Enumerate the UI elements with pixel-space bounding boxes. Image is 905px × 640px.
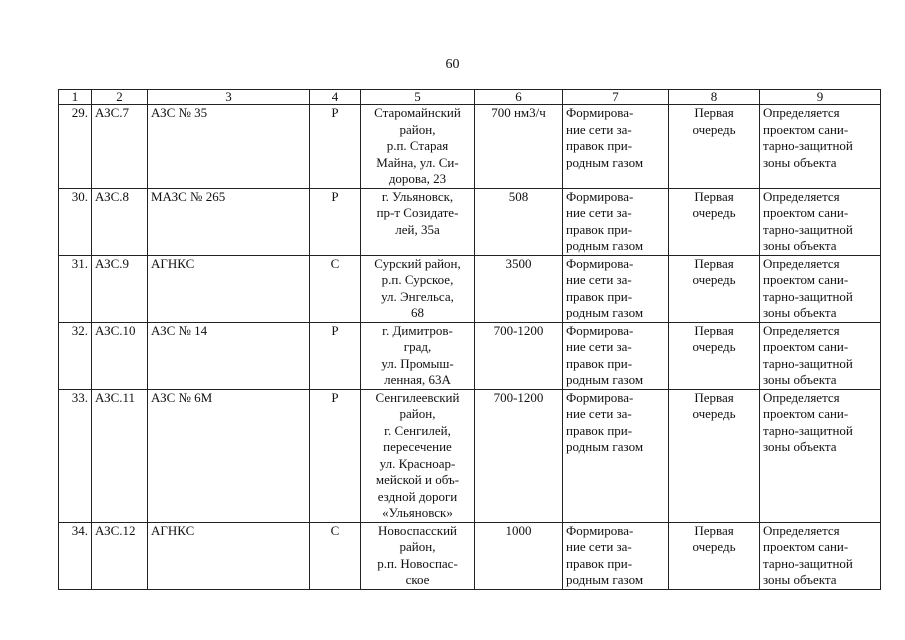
row-number: 34. (59, 522, 92, 589)
object-code: АЗС.10 (92, 322, 148, 389)
purpose-text: Формирова- ние сети за- правок при- родным газом (566, 188, 644, 253)
zone-text: Определяется проектом сани- тарно-защитной зоны объекта (763, 188, 853, 253)
table-row (59, 322, 881, 389)
stage-text: Первая очередь (692, 105, 736, 137)
object-purpose (563, 255, 669, 322)
row-number: 32. (59, 322, 92, 389)
object-capacity: 3500 (475, 255, 563, 322)
object-code: АЗС.7 (92, 105, 148, 189)
column-header: 2 (92, 90, 148, 105)
purpose-text: Формирова- ние сети за- правок при- родным газом (566, 255, 644, 320)
stage-text: Первая очередь (692, 389, 736, 421)
table-row (59, 389, 881, 522)
column-header: 3 (148, 90, 310, 105)
zone-text: Определяется проектом сани- тарно-защитной зоны объекта (763, 389, 853, 454)
object-location (361, 188, 475, 255)
object-purpose (563, 188, 669, 255)
object-status: Р (310, 188, 361, 255)
purpose-text: Формирова- ние сети за- правок при- родным газом (566, 322, 644, 387)
object-zone (760, 389, 881, 522)
object-status: Р (310, 389, 361, 522)
object-name: АЗС № 6М (148, 389, 310, 522)
object-capacity: 700-1200 (475, 389, 563, 522)
object-code: АЗС.12 (92, 522, 148, 589)
column-header: 1 (59, 90, 92, 105)
object-name: АГНКС (148, 255, 310, 322)
stage-text: Первая очередь (692, 255, 736, 287)
object-zone (760, 522, 881, 589)
purpose-text: Формирова- ние сети за- правок при- родным газом (566, 522, 644, 587)
column-header: 6 (475, 90, 563, 105)
zone-text: Определяется проектом сани- тарно-защитной зоны объекта (763, 105, 853, 170)
object-code: АЗС.11 (92, 389, 148, 522)
object-status: С (310, 522, 361, 589)
row-number: 33. (59, 389, 92, 522)
object-stage (669, 105, 760, 189)
location-text: Новоспасский район, р.п. Новоспас- ское (377, 522, 458, 587)
location-text: г. Ульяновск, пр-т Созидате- лей, 35а (376, 188, 459, 237)
object-zone (760, 188, 881, 255)
table-row (59, 105, 881, 189)
object-status: Р (310, 105, 361, 189)
table-row (59, 255, 881, 322)
object-status: Р (310, 322, 361, 389)
facilities-table (58, 89, 881, 590)
location-text: Сенгилеевский район, г. Сенгилей, пересечение ул. Красноар- мейской и объ- ездной дороги «Ульяновск» (375, 389, 460, 520)
object-purpose (563, 389, 669, 522)
table-row (59, 188, 881, 255)
table-row (59, 522, 881, 589)
page-number: 60 (445, 57, 460, 72)
row-number: 29. (59, 105, 92, 189)
object-purpose (563, 522, 669, 589)
object-capacity: 700 нм3/ч (475, 105, 563, 189)
column-header: 9 (760, 90, 881, 105)
object-code: АЗС.8 (92, 188, 148, 255)
object-location (361, 522, 475, 589)
location-text: Сурский район, р.п. Сурское, ул. Энгельса, 68 (374, 255, 461, 320)
object-location (361, 322, 475, 389)
row-number: 30. (59, 188, 92, 255)
object-capacity: 1000 (475, 522, 563, 589)
object-stage (669, 522, 760, 589)
column-header: 7 (563, 90, 669, 105)
object-name: АЗС № 35 (148, 105, 310, 189)
stage-text: Первая очередь (692, 322, 736, 354)
location-text: г. Димитров- град, ул. Промыш- ленная, 63А (381, 322, 454, 387)
object-purpose (563, 105, 669, 189)
zone-text: Определяется проектом сани- тарно-защитной зоны объекта (763, 255, 853, 320)
location-text: Старомайнский район, р.п. Старая Майна, ул. Си- дорова, 23 (374, 105, 461, 186)
object-zone (760, 105, 881, 189)
object-location (361, 105, 475, 189)
object-stage (669, 255, 760, 322)
object-location (361, 255, 475, 322)
stage-text: Первая очередь (692, 188, 736, 220)
object-stage (669, 322, 760, 389)
object-zone (760, 255, 881, 322)
object-stage (669, 188, 760, 255)
purpose-text: Формирова- ние сети за- правок при- родным газом (566, 389, 644, 454)
column-header: 4 (310, 90, 361, 105)
zone-text: Определяется проектом сани- тарно-защитной зоны объекта (763, 522, 853, 587)
object-capacity: 508 (475, 188, 563, 255)
object-purpose (563, 322, 669, 389)
object-code: АЗС.9 (92, 255, 148, 322)
purpose-text: Формирова- ние сети за- правок при- родным газом (566, 105, 644, 170)
stage-text: Первая очередь (692, 522, 736, 554)
object-location (361, 389, 475, 522)
object-status: С (310, 255, 361, 322)
object-capacity: 700-1200 (475, 322, 563, 389)
column-header: 8 (669, 90, 760, 105)
object-zone (760, 322, 881, 389)
object-name: МАЗС № 265 (148, 188, 310, 255)
object-name: АГНКС (148, 522, 310, 589)
row-number: 31. (59, 255, 92, 322)
object-name: АЗС № 14 (148, 322, 310, 389)
header-row (59, 90, 881, 105)
column-header: 5 (361, 90, 475, 105)
zone-text: Определяется проектом сани- тарно-защитной зоны объекта (763, 322, 853, 387)
object-stage (669, 389, 760, 522)
